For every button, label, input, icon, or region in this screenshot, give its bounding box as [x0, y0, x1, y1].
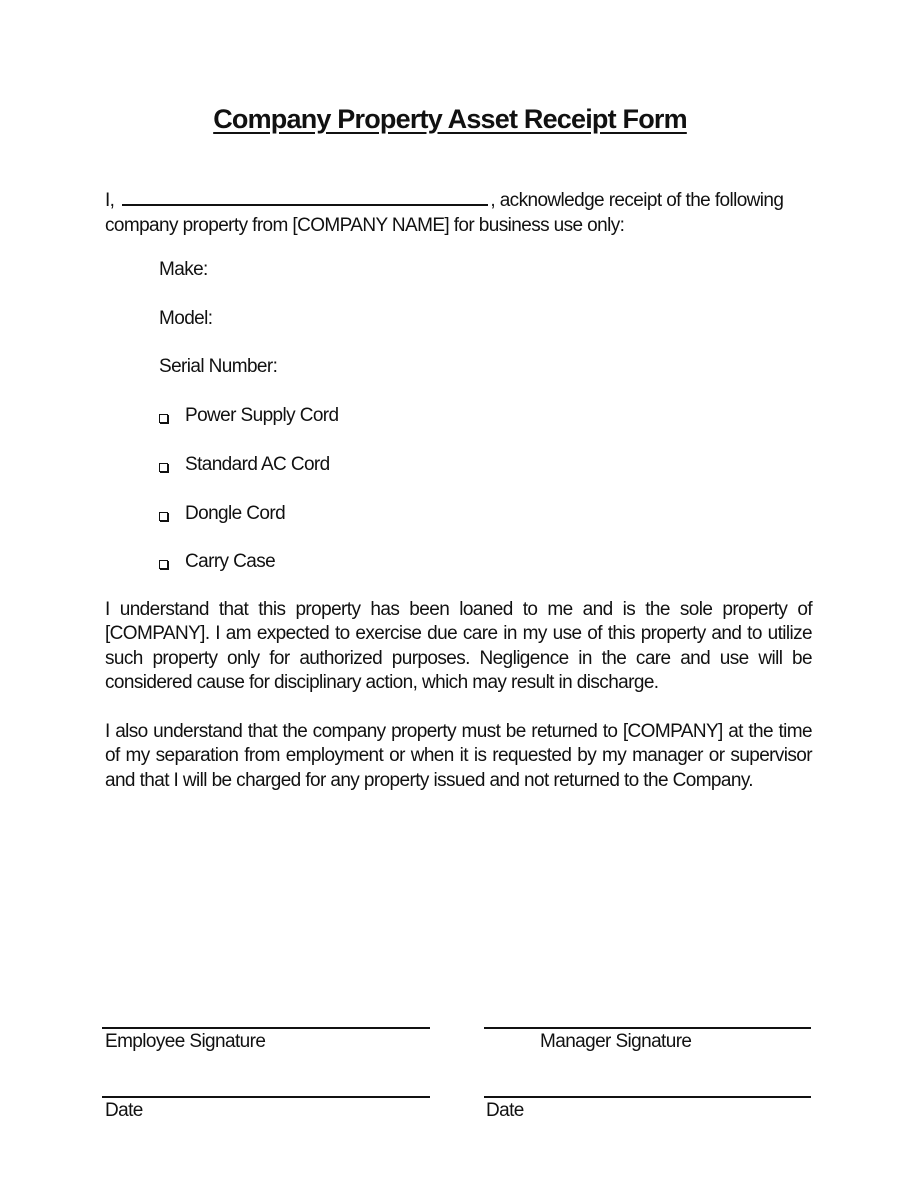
name-blank-line[interactable]	[122, 186, 488, 206]
field-model: Model:	[159, 308, 213, 329]
checkbox-icon[interactable]	[159, 560, 168, 569]
employee-date-label: Date	[105, 1100, 143, 1121]
intro-suffix: , acknowledge receipt of the following	[490, 190, 784, 211]
checklist-item-standard-ac-cord[interactable]: Standard AC Cord	[159, 454, 330, 476]
employee-signature-line[interactable]	[102, 1027, 430, 1029]
checkbox-icon[interactable]	[159, 512, 168, 521]
manager-signature-line[interactable]	[484, 1027, 811, 1029]
manager-signature-label: Manager Signature	[540, 1031, 692, 1052]
return-terms-paragraph: I also understand that the company property must be returned to [COMPANY] at the time of my separation from employment or when it is requested by my manager or supervisor and that I will be charged for any property issued and not returned to the Company.	[105, 721, 812, 791]
page-title: Company Property Asset Receipt Form	[213, 104, 687, 134]
intro-text	[105, 186, 795, 238]
manager-date-label: Date	[486, 1100, 524, 1121]
field-make: Make:	[159, 259, 208, 280]
intro-line2: company property from [COMPANY NAME] for business use only:	[105, 215, 625, 236]
checkbox-icon[interactable]	[159, 463, 168, 472]
checklist-item-dongle-cord[interactable]: Dongle Cord	[159, 503, 285, 525]
intro-prefix: I,	[105, 190, 115, 211]
employee-signature-label: Employee Signature	[105, 1031, 266, 1052]
field-serial-number: Serial Number:	[159, 356, 278, 377]
employee-date-line[interactable]	[102, 1096, 430, 1098]
checkbox-icon[interactable]	[159, 414, 168, 423]
manager-date-line[interactable]	[484, 1096, 811, 1098]
loan-terms-paragraph: I understand that this property has been loaned to me and is the sole property of [COMPANY]. I am expected to exercise due care in my use of this property and to utilize such property only for authorized purposes. Negligence in the care and use will be considered cause for disciplinary action, which may result in discharge.	[105, 599, 812, 693]
checklist-item-carry-case[interactable]: Carry Case	[159, 551, 275, 573]
checklist-item-power-supply-cord[interactable]: Power Supply Cord	[159, 405, 339, 427]
